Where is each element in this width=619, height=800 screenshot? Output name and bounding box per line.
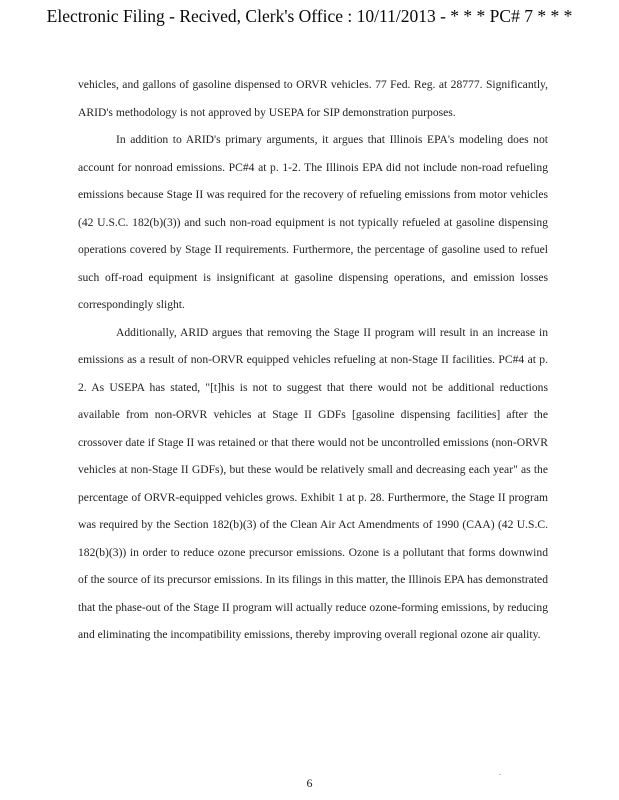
scan-mark: . xyxy=(499,768,501,777)
document-body xyxy=(78,71,548,649)
filing-stamp-header: Electronic Filing - Recived, Clerk's Office : 10/11/2013 - * * * PC# 7 * * * xyxy=(46,6,573,26)
paragraph-non-orvr-emissions: Additionally, ARID argues that removing the Stage II program will result in an increase in emissions as a result of non-ORVR equipped vehicles refueling at non-Stage II facilities. PC#4 at p. 2. As USEPA has stated, "[t]his is not to suggest that there would not be additional reductions available from non-ORVR vehicles at Stage II GDFs [gasoline dispensing facilities] after the crossover date if Stage II was retained or that there would not be uncontrolled emissions (non-ORVR vehicles at non-Stage II GDFs), but these would be relatively small and decreasing each year" as the percentage of ORVR-equipped vehicles grows. Exhibit 1 at p. 28. Furthermore, the Stage II program was required by the Section 182(b)(3) of the Clean Air Act Amendments of 1990 (CAA) (42 U.S.C. 182(b)(3)) in order to reduce ozone precursor emissions. Ozone is a pollutant that forms downwind of the source of its precursor emissions. In its filings in this matter, the Illinois EPA has demonstrated that the phase-out of the Stage II program will actually reduce ozone-forming emissions, by reducing and eliminating the incompatibility emissions, thereby improving overall regional ozone air quality. xyxy=(78,325,548,641)
paragraph-nonroad-emissions: In addition to ARID's primary arguments, it argues that Illinois EPA's modeling does not account for nonroad emissions. PC#4 at p. 1-2. The Illinois EPA did not include non-road refueling emissions because Stage II was required for the recovery of refueling emissions from motor vehicles (42 U.S.C. 182(b)(3)) and such non-road equipment is not typically refueled at gasoline dispensing operations covered by Stage II requirements. Furthermore, the percentage of gasoline used to refuel such off-road equipment is insignificant at gasoline dispensing operations, and emission losses correspondingly slight. xyxy=(78,133,548,311)
paragraph-continuation: vehicles, and gallons of gasoline dispensed to ORVR vehicles. 77 Fed. Reg. at 28777. Significantly, ARID's methodology is not approved by USEPA for SIP demonstration purposes. xyxy=(78,78,548,119)
page-number: 6 xyxy=(306,776,313,790)
